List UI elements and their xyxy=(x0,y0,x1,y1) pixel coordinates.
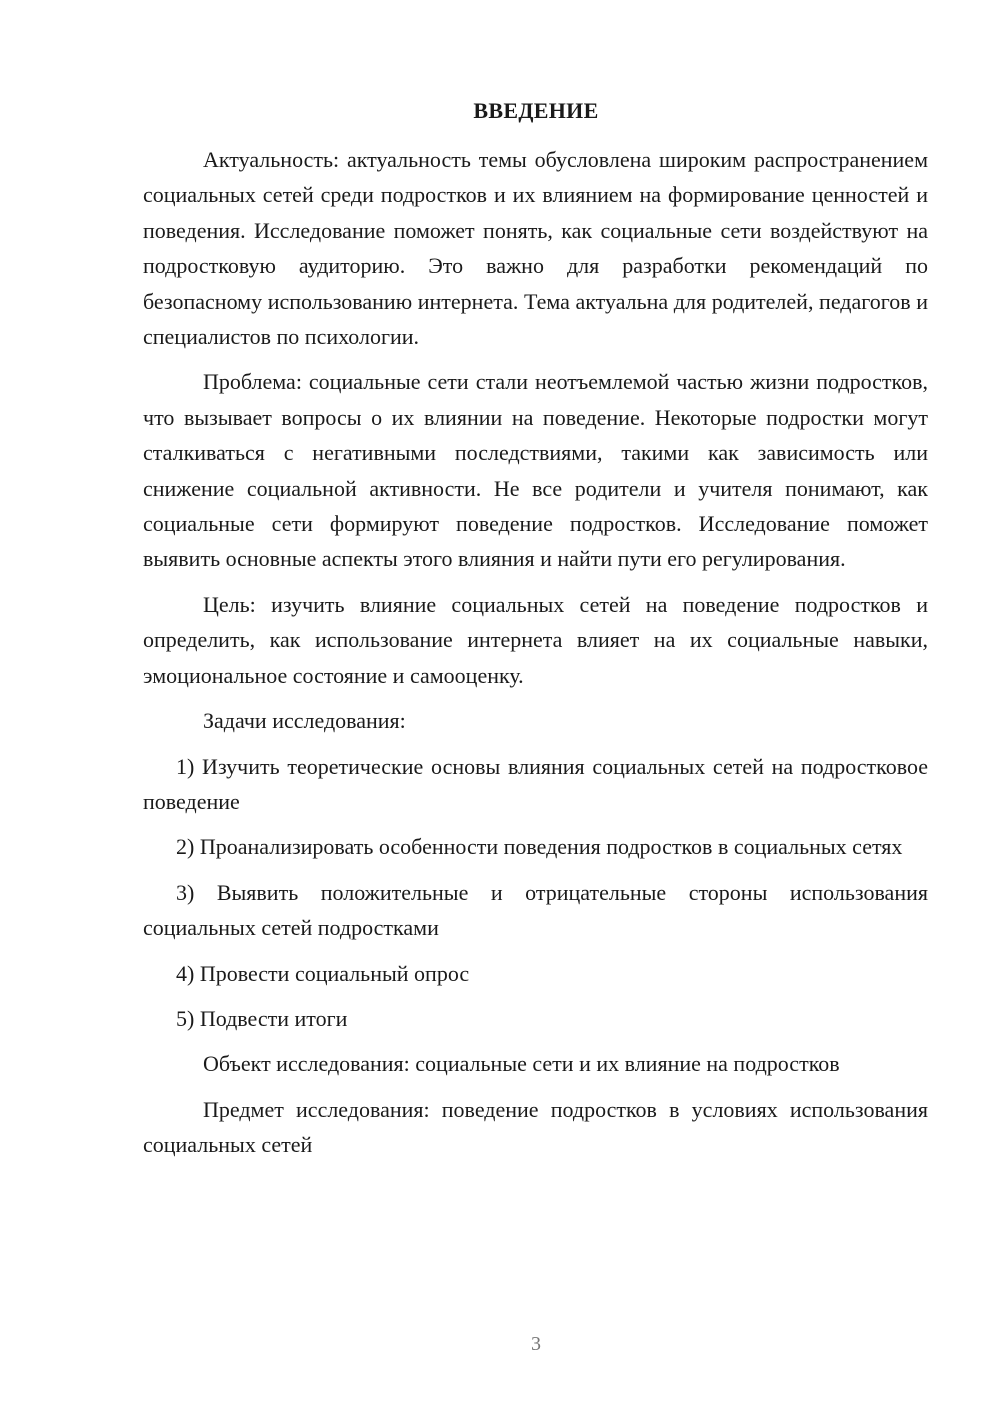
page-title: ВВЕДЕНИЕ xyxy=(473,98,599,123)
tasks-heading: Задачи исследования: xyxy=(203,708,406,734)
task-item-2: 2) Проанализировать особенности поведения подростков в социальных сетях xyxy=(176,834,903,860)
page-number: 3 xyxy=(531,1333,541,1355)
task-item-1: 1) Изучить теоретические основы влияния социальных сетей на подростковое поведение xyxy=(143,753,928,814)
object-paragraph: Объект исследования: социальные сети и их влияние на подростков xyxy=(203,1051,840,1077)
goal-paragraph: Цель: изучить влияние социальных сетей на поведение подростков и определить, как использование интернета влияет на их социальные навыки, эмоциональное состояние и самооценку. xyxy=(143,591,928,688)
subject-paragraph: Предмет исследования: поведение подростков в условиях использования социальных сетей xyxy=(143,1096,928,1158)
relevance-paragraph: Актуальность: актуальность темы обусловлена широким распространением социальных сетей среди подростков и их влиянием на формирование ценностей и поведения. Исследование поможет понять, как социальные сети воздействуют на подростковую аудиторию. Это важно для разработки рекомендаций по безопасному использованию интернета. Тема актуальна для родителей, педагогов и специалистов по психологии. xyxy=(143,147,928,350)
document-body xyxy=(143,142,928,1173)
task-item-4: 4) Провести социальный опрос xyxy=(176,960,470,986)
problem-paragraph: Проблема: социальные сети стали неотъемлемой частью жизни подростков, что вызывает вопросы о их влиянии на поведение. Некоторые подростки могут сталкиваться с негативными последствиями, такими как зависимость или снижение социальной активности. Не все родители и учителя понимают, как социальные сети формируют поведение подростков. Исследование поможет выявить основные аспекты этого влияния и найти пути его регулирования. xyxy=(143,369,928,572)
task-item-3: 3) Выявить положительные и отрицательные стороны использования социальных сетей подростками xyxy=(143,879,928,941)
task-item-5: 5) Подвести итоги xyxy=(176,1005,348,1031)
